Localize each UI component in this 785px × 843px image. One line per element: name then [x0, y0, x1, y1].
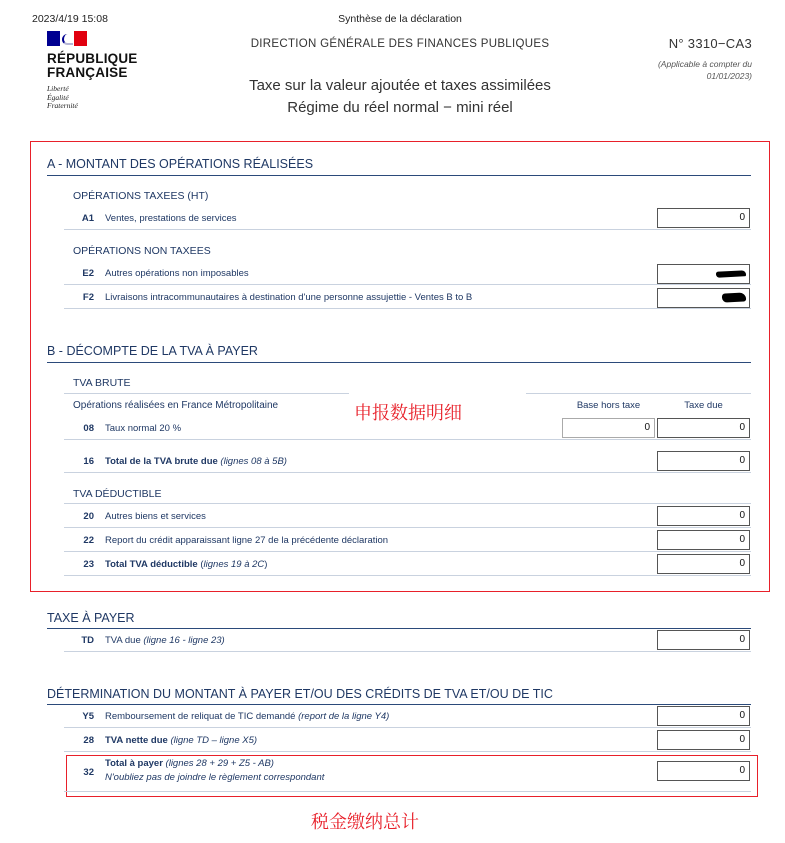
section-b-rule [47, 362, 751, 363]
print-datetime: 2023/4/19 15:08 [32, 13, 108, 25]
row-note: (ligne TD – ligne X5) [170, 735, 258, 746]
row-label [105, 635, 225, 646]
row-code: A1 [81, 213, 94, 224]
value-20-input[interactable]: 0 [657, 506, 750, 526]
row-F2 [64, 287, 751, 309]
value-Y5-input[interactable]: 0 [657, 706, 750, 726]
row-code: 32 [83, 767, 94, 778]
value-F2-input[interactable] [657, 288, 750, 308]
row-note: (report de la ligne Y4) [298, 711, 390, 722]
column-header-tax: Taxe due [684, 400, 723, 411]
row-code: 22 [83, 535, 94, 546]
annotation-detail: 申报数据明细 [354, 403, 462, 423]
taxe-a-payer-title: TAXE À PAYER [47, 611, 135, 625]
row-label-bold: TVA nette due [105, 735, 168, 746]
taxe-rule [47, 628, 751, 629]
value-28-input[interactable]: 0 [657, 730, 750, 750]
row-label: Autres opérations non imposables [105, 268, 249, 279]
tva-brute-rule [64, 393, 349, 394]
row-code: 23 [83, 559, 94, 570]
value-E2-input[interactable] [657, 264, 750, 284]
print-page-title: Synthèse de la déclaration [338, 13, 462, 25]
row-label: Ventes, prestations de services [105, 213, 237, 224]
row-code: 20 [83, 511, 94, 522]
row-label: Autres biens et services [105, 511, 206, 522]
row-sub-note: N'oubliez pas de joindre le règlement correspondant [105, 772, 325, 783]
value-32-input[interactable]: 0 [657, 761, 750, 781]
row-28 [64, 730, 751, 752]
value-08-base-input[interactable]: 0 [562, 418, 655, 438]
row-code: F2 [82, 292, 94, 303]
row-label [105, 559, 267, 570]
row-label: Report du crédit apparaissant ligne 27 de la précédente déclaration [105, 535, 389, 546]
value-A1-input[interactable]: 0 [657, 208, 750, 228]
row-A1 [64, 208, 751, 230]
motto-liberte: Liberté [47, 84, 69, 93]
taxed-operations-title: OPÉRATIONS TAXEES (HT) [73, 190, 209, 202]
row-label-text: TVA due [105, 635, 141, 646]
row-code: Y5 [82, 711, 94, 722]
row-E2 [64, 263, 751, 285]
row-16 [64, 451, 751, 473]
row-code: 16 [83, 456, 94, 467]
row-label [105, 735, 257, 746]
row-code: 08 [83, 423, 94, 434]
motto-egalite: Égalité [47, 92, 69, 102]
row-TD [64, 630, 751, 652]
tva-deductible-rule [64, 503, 751, 504]
section-a-rule [47, 175, 751, 176]
row-note: (ligne 16 - ligne 23) [143, 635, 225, 646]
row-label-bold: Total TVA déductible [105, 559, 198, 570]
value-22-input[interactable]: 0 [657, 530, 750, 550]
value-08-tax-input[interactable]: 0 [657, 418, 750, 438]
redaction-scribble [716, 270, 746, 278]
non-taxed-operations-title: OPÉRATIONS NON TAXEES [73, 245, 211, 257]
determination-rule [47, 704, 751, 705]
form-title-line2: Régime du réel normal − mini réel [287, 99, 513, 116]
tva-deductible-title: TVA DÉDUCTIBLE [73, 488, 162, 500]
row-note: lignes 19 à 2C [203, 559, 265, 570]
value-TD-input[interactable]: 0 [657, 630, 750, 650]
row-note-open: ( [200, 559, 204, 570]
row-note-close: ) [264, 559, 268, 570]
form-title-line1: Taxe sur la valeur ajoutée et taxes assimilées [249, 77, 551, 94]
row-label: Taux normal 20 % [105, 423, 182, 434]
row-code: TD [81, 635, 94, 646]
determination-title: DÉTERMINATION DU MONTANT À PAYER ET/OU DES CRÉDITS DE TVA ET/OU DE TIC [47, 687, 553, 701]
row-label [105, 758, 274, 769]
row-label [105, 456, 287, 467]
row-label-text: Remboursement de reliquat de TIC demandé [105, 711, 296, 722]
applicability-line2: 01/01/2023) [706, 71, 752, 81]
row-note: (lignes 28 + 29 + Z5 - AB) [165, 758, 274, 769]
row-label-bold: Total de la TVA brute due [105, 456, 218, 467]
column-header-base: Base hors taxe [576, 400, 641, 411]
row-label [105, 711, 389, 722]
tva-brute-rule-right [526, 393, 751, 394]
redaction-scribble [722, 292, 746, 302]
row-Y5 [64, 706, 751, 728]
logo-name-line1: RÉPUBLIQUE [47, 51, 138, 66]
direction-title: DIRECTION GÉNÉRALE DES FINANCES PUBLIQUES [250, 38, 550, 50]
row-code: 28 [83, 735, 94, 746]
section-a-title: A - MONTANT DES OPÉRATIONS RÉALISÉES [47, 157, 314, 171]
applicability-line1: (Applicable à compter du [657, 59, 752, 69]
tva-brute-title: TVA BRUTE [73, 377, 131, 389]
value-23-input[interactable]: 0 [657, 554, 750, 574]
logo-name-line2: FRANÇAISE [47, 65, 128, 80]
row-label-bold: Total à payer [105, 758, 163, 769]
row-code: E2 [82, 268, 94, 279]
motto-fraternite: Fraternité [47, 101, 78, 110]
row-label: Livraisons intracommunautaires à destination d'une personne assujettie - Ventes B to B [105, 292, 473, 303]
row-note: (lignes 08 à 5B) [220, 456, 287, 467]
row-23 [64, 554, 751, 576]
row-20 [64, 506, 751, 528]
section-b-title: B - DÉCOMPTE DE LA TVA À PAYER [47, 344, 258, 358]
operations-france-label: Opérations réalisées en France Métropolitaine [73, 400, 279, 411]
row-32 [64, 756, 751, 792]
republique-francaise-logo [47, 52, 138, 80]
form-number: N° 3310−CA3 [668, 36, 752, 51]
row-22 [64, 530, 751, 552]
value-16-input[interactable]: 0 [657, 451, 750, 471]
annotation-total: 税金缴纳总计 [311, 812, 419, 832]
